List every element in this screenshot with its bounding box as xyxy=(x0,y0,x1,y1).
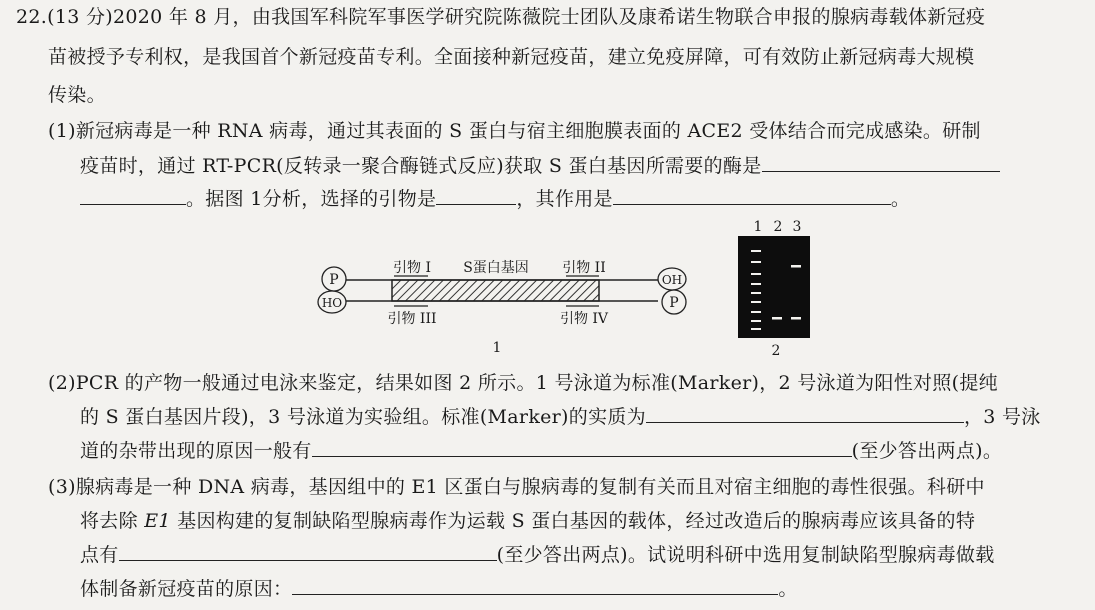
answer-blank-reason[interactable] xyxy=(292,576,778,595)
lane-3-band-upper xyxy=(791,265,801,268)
lane-label-3: 3 xyxy=(792,219,802,235)
figure-1-caption: 1 xyxy=(492,340,502,356)
part2-line-3-text: 道的杂带出现的原因一般有 xyxy=(80,440,312,462)
question-line-2: 苗被授予专利权，是我国首个新冠疫苗专利。全面接种新冠疫苗，建立免疫屏障，可有效防止新冠病毒大规模 xyxy=(48,46,975,68)
p-left-label: P xyxy=(329,272,339,288)
figure-2-caption: 2 xyxy=(771,343,781,359)
gel-body xyxy=(738,236,810,338)
gene-label: S蛋白基因 xyxy=(463,260,529,276)
answer-blank-marker[interactable] xyxy=(646,404,964,423)
part3-line-1: (3)腺病毒是一种 DNA 病毒，基因组中的 E1 区蛋白与腺病毒的复制有关而且对宿主细胞的毒性很强。科研中 xyxy=(48,476,985,498)
primer-2-label: 引物 II xyxy=(562,260,606,276)
part1-primer-text: 。据图 1分析，选择的引物是 xyxy=(186,188,437,210)
part1-line-2 xyxy=(80,153,1000,179)
part2-line-2 xyxy=(80,404,1041,430)
part2-lane3-text: ，3 号泳 xyxy=(963,406,1041,428)
lane-3-band-lower xyxy=(791,317,801,320)
answer-blank-features[interactable] xyxy=(119,542,497,561)
part3-line-3 xyxy=(80,542,995,568)
p-right-label: P xyxy=(669,295,679,311)
oh-right-label: OH xyxy=(661,273,683,287)
primer-3-label: 引物 III xyxy=(387,311,437,327)
part1-line-2-text: 疫苗时，通过 RT-PCR(反转录一聚合酶链式反应)获取 S 蛋白基因所需要的酶是 xyxy=(80,155,762,177)
part3-line-2-c: 基因构建的复制缺陷型腺病毒作为运载 S 蛋白基因的载体，经过改造后的腺病毒应该具备的特 xyxy=(170,510,976,532)
s-gene-region xyxy=(392,280,599,301)
part3-line-4-a: 体制备新冠疫苗的原因： xyxy=(80,578,293,600)
part3-line-3-b: (至少答出两点)。试说明科研中选用复制缺陷型腺病毒做载 xyxy=(496,544,995,566)
part3-line-4 xyxy=(80,576,798,602)
part3-line-3-a: 点有 xyxy=(80,544,119,566)
part1-line-1: (1)新冠病毒是一种 RNA 病毒，通过其表面的 S 蛋白与宿主细胞膜表面的 ACE2 受体结合而完成感染。研制 xyxy=(48,120,981,142)
part3-line-2 xyxy=(80,508,975,534)
part3-line-4-end: 。 xyxy=(778,578,798,600)
primer-4-label: 引物 IV xyxy=(559,311,609,327)
answer-blank-primer[interactable] xyxy=(436,186,516,205)
part2-note: (至少答出两点)。 xyxy=(851,440,1003,462)
part3-e1-italic: E1 xyxy=(144,510,171,532)
part2-line-2-text: 的 S 蛋白基因片段)，3 号泳道为实验组。标准(Marker)的实质为 xyxy=(80,406,646,428)
primer-1-label: 引物 I xyxy=(393,260,431,276)
part1-end: 。 xyxy=(890,188,911,210)
question-line-1: 22.(13 分)2020 年 8 月，由我国军科院军事医学研究院陈薇院士团队及康希诺生物联合申报的腺病毒载体新冠疫 xyxy=(16,6,986,28)
figure-1-primer-diagram xyxy=(316,254,696,359)
lane-label-2: 2 xyxy=(773,219,783,235)
part1-function-text: ，其作用是 xyxy=(516,188,613,210)
part2-line-1: (2)PCR 的产物一般通过电泳来鉴定，结果如图 2 所示。1 号泳道为标准(Marker)，2 号泳道为阳性对照(提纯 xyxy=(48,372,998,394)
answer-blank-extra-bands[interactable] xyxy=(312,438,852,457)
part1-line-3 xyxy=(80,186,910,212)
question-line-3: 传染。 xyxy=(48,84,106,106)
lane-2-band xyxy=(772,317,782,320)
ho-left-label: HO xyxy=(321,296,343,310)
answer-blank-function[interactable] xyxy=(613,186,891,205)
lane-label-1: 1 xyxy=(753,219,763,235)
part3-line-2-a: 将去除 xyxy=(80,510,145,532)
figure-2-gel xyxy=(730,216,820,361)
answer-blank-enzyme-1[interactable] xyxy=(762,153,1000,172)
answer-blank-enzyme-2[interactable] xyxy=(80,186,186,205)
part2-line-3 xyxy=(80,438,1002,464)
